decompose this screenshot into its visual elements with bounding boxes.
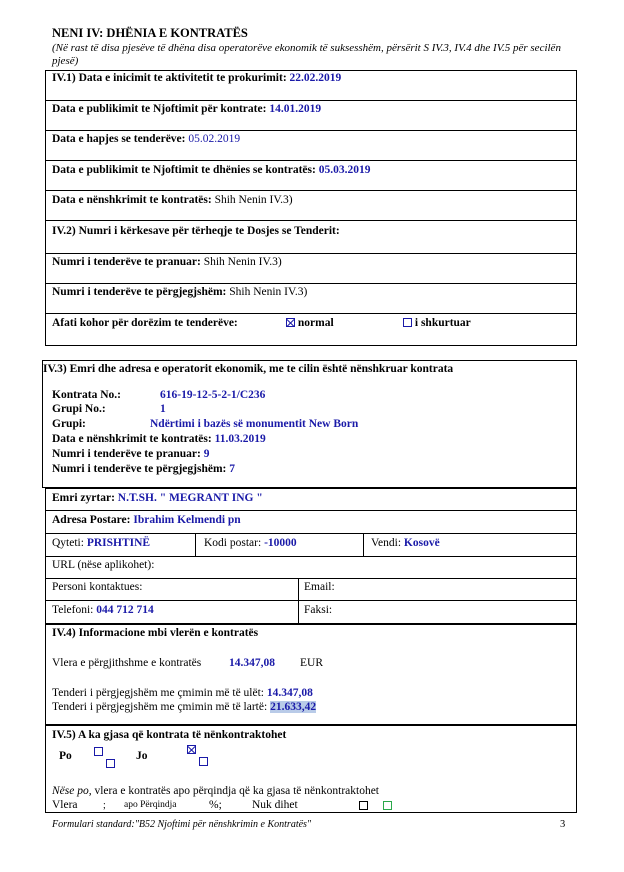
- phone-label: Telefoni:: [52, 604, 94, 616]
- lowest-row: [52, 687, 313, 699]
- fax-label: Faksi:: [304, 604, 333, 616]
- contract-no-label: Kontrata No.:: [52, 389, 121, 401]
- iv2-accepted-value: Shih Nenin IV.3): [203, 256, 282, 268]
- checked-checkbox-icon[interactable]: [286, 318, 295, 327]
- iv3-title: IV.3) Emri dhe adresa e operatorit ekonomik, me te cilin është nënshkruar kontrata: [43, 363, 454, 375]
- group-no-label: Grupi No.:: [52, 403, 106, 415]
- postal-row: [204, 537, 297, 549]
- group-no-value: 1: [160, 403, 166, 415]
- iv3-accepted-row: [52, 448, 209, 460]
- iv1-sign-row: [52, 194, 293, 206]
- percent-sign: %;: [209, 799, 222, 811]
- country-label: Vendi:: [371, 537, 402, 549]
- total-label: Vlera e përgjithshme e kontratës: [52, 657, 202, 669]
- page-number: 3: [560, 819, 566, 830]
- iv3-accepted-label: Numri i tenderëve te pranuar:: [52, 448, 201, 460]
- iv2-responsive-label: Numri i tenderëve te përgjegjshëm:: [52, 286, 227, 298]
- phone-row: [52, 604, 154, 616]
- group-value: Ndërtimi i bazës së monumentit New Born: [150, 418, 359, 430]
- iv2-responsive-row: [52, 286, 307, 298]
- official-name-label: Emri zyrtar:: [52, 492, 115, 504]
- subcontract-note: [52, 785, 379, 797]
- postal-value: -10000: [264, 537, 297, 549]
- highest-label: Tenderi i përgjegjshëm me çmimin më të lartë:: [52, 701, 268, 713]
- yes-checkbox-bottom-icon[interactable]: [106, 759, 115, 768]
- iv5-title: IV.5) A ka gjasa që kontrata të nënkontraktohet: [52, 729, 287, 741]
- unknown-label: Nuk dihet: [252, 799, 298, 811]
- city-value: PRISHTINË: [86, 537, 151, 549]
- postal-label: Kodi postar:: [204, 537, 262, 549]
- iv2-accepted-row: [52, 256, 282, 268]
- lowest-value: 14.347,08: [266, 687, 313, 699]
- option-short[interactable]: [403, 317, 471, 329]
- iv1-pub-label: Data e publikimit te Njoftimit për kontrate:: [52, 103, 267, 115]
- lowest-label: Tenderi i përgjegjshëm me çmimin më të ulët:: [52, 687, 264, 699]
- no-checkbox-bottom-icon[interactable]: [199, 757, 208, 766]
- iv1-start-row: [52, 72, 341, 84]
- highest-value[interactable]: 21.633,42: [270, 701, 317, 713]
- total-value: 14.347,08: [229, 657, 275, 669]
- official-name-value: N.T.SH. " MEGRANT ING ": [117, 492, 263, 504]
- value-semicolon: ;: [103, 800, 106, 811]
- iv3-responsive-row: [52, 463, 235, 475]
- empty-checkbox-icon[interactable]: [403, 318, 412, 327]
- option-short-label: i shkurtuar: [414, 317, 471, 329]
- address-value: Ibrahim Kelmendi pn: [133, 514, 241, 526]
- official-name-row: [52, 492, 263, 504]
- address-label: Adresa Postare:: [52, 514, 131, 526]
- iv3-accepted-value: 9: [203, 448, 210, 460]
- option-normal[interactable]: [286, 317, 334, 329]
- iv1-start-value: 22.02.2019: [289, 72, 342, 84]
- iv1-award-pub-value: 05.03.2019: [318, 164, 371, 176]
- yes-checkbox-top-icon[interactable]: [94, 747, 103, 756]
- country-value: Kosovë: [403, 537, 440, 549]
- address-row: [52, 514, 241, 526]
- unknown-checkbox-icon[interactable]: [359, 801, 368, 810]
- iv1-open-row: [52, 133, 240, 145]
- iv1-pub-value: 14.01.2019: [269, 103, 322, 115]
- no-checked-checkbox-icon[interactable]: [187, 745, 196, 754]
- iv2-deadline-label: Afati kohor për dorëzim te tenderëve:: [52, 317, 238, 329]
- iv1-start-label: IV.1) Data e inicimit te aktivitetit te prokurimit:: [52, 72, 287, 84]
- note-rest: vlera e kontratës apo përqindja që ka gjasa të nënkontraktohet: [91, 785, 379, 797]
- contract-no-value: 616-19-12-5-2-1/C236: [160, 389, 266, 401]
- country-row: [371, 537, 440, 549]
- highest-row: [52, 701, 316, 713]
- iv2-title: IV.2) Numri i kërkesave për tërheqje te Dosjes se Tenderit:: [52, 225, 340, 237]
- iv2-responsive-value: Shih Nenin IV.3): [229, 286, 308, 298]
- value-label: Vlera: [52, 799, 78, 811]
- iv1-award-pub-row: [52, 164, 370, 176]
- iv1-sign-label: Data e nënshkrimit te kontratës:: [52, 194, 212, 206]
- percent-label: apo Përqindja: [124, 800, 177, 810]
- group-label: Grupi:: [52, 418, 86, 430]
- footer-form-name: Formulari standard:"B52 Njoftimi për nënshkrimin e Kontratës": [52, 819, 312, 830]
- url-label: URL (nëse aplikohet):: [52, 559, 155, 571]
- yes-label: Po: [59, 750, 72, 762]
- phone-value: 044 712 714: [96, 604, 154, 616]
- iv3-responsive-label: Numri i tenderëve te përgjegjshëm:: [52, 463, 227, 475]
- city-row: [52, 537, 150, 549]
- contact-label: Personi kontaktues:: [52, 581, 143, 593]
- iv1-open-value: 05.02.2019: [188, 133, 241, 145]
- section-note: (Në rast të disa pjesëve të dhëna disa operatorëve ekonomik të suksesshëm, përsërit S IV.3, IV.4 dhe IV.5 për secilën pjesë): [52, 42, 561, 67]
- total-value-row: [52, 657, 201, 669]
- iv1-award-pub-label: Data e publikimit te Njoftimit te dhënies se kontratës:: [52, 164, 316, 176]
- iv4-title: IV.4) Informacione mbi vlerën e kontratës: [52, 627, 259, 639]
- city-label: Qyteti:: [52, 537, 84, 549]
- no-label: Jo: [136, 750, 148, 762]
- unknown-checkbox-green-icon[interactable]: [383, 801, 392, 810]
- iv2-accepted-label: Numri i tenderëve te pranuar:: [52, 256, 201, 268]
- option-normal-label: normal: [297, 317, 334, 329]
- iv1-pub-row: [52, 103, 321, 115]
- iv1-sign-value: Shih Nenin IV.3): [214, 194, 293, 206]
- note-italic: Nëse po,: [52, 785, 92, 797]
- iv1-open-label: Data e hapjes se tenderëve:: [52, 133, 186, 145]
- sign-date-value: 11.03.2019: [214, 433, 266, 445]
- section-title: NENI IV: DHËNIA E KONTRATËS: [52, 26, 248, 40]
- currency: EUR: [300, 657, 323, 669]
- sign-date-row: [52, 433, 266, 445]
- sign-date-label: Data e nënshkrimit te kontratës:: [52, 433, 212, 445]
- email-label: Email:: [304, 581, 335, 593]
- iv3-responsive-value: 7: [229, 463, 235, 475]
